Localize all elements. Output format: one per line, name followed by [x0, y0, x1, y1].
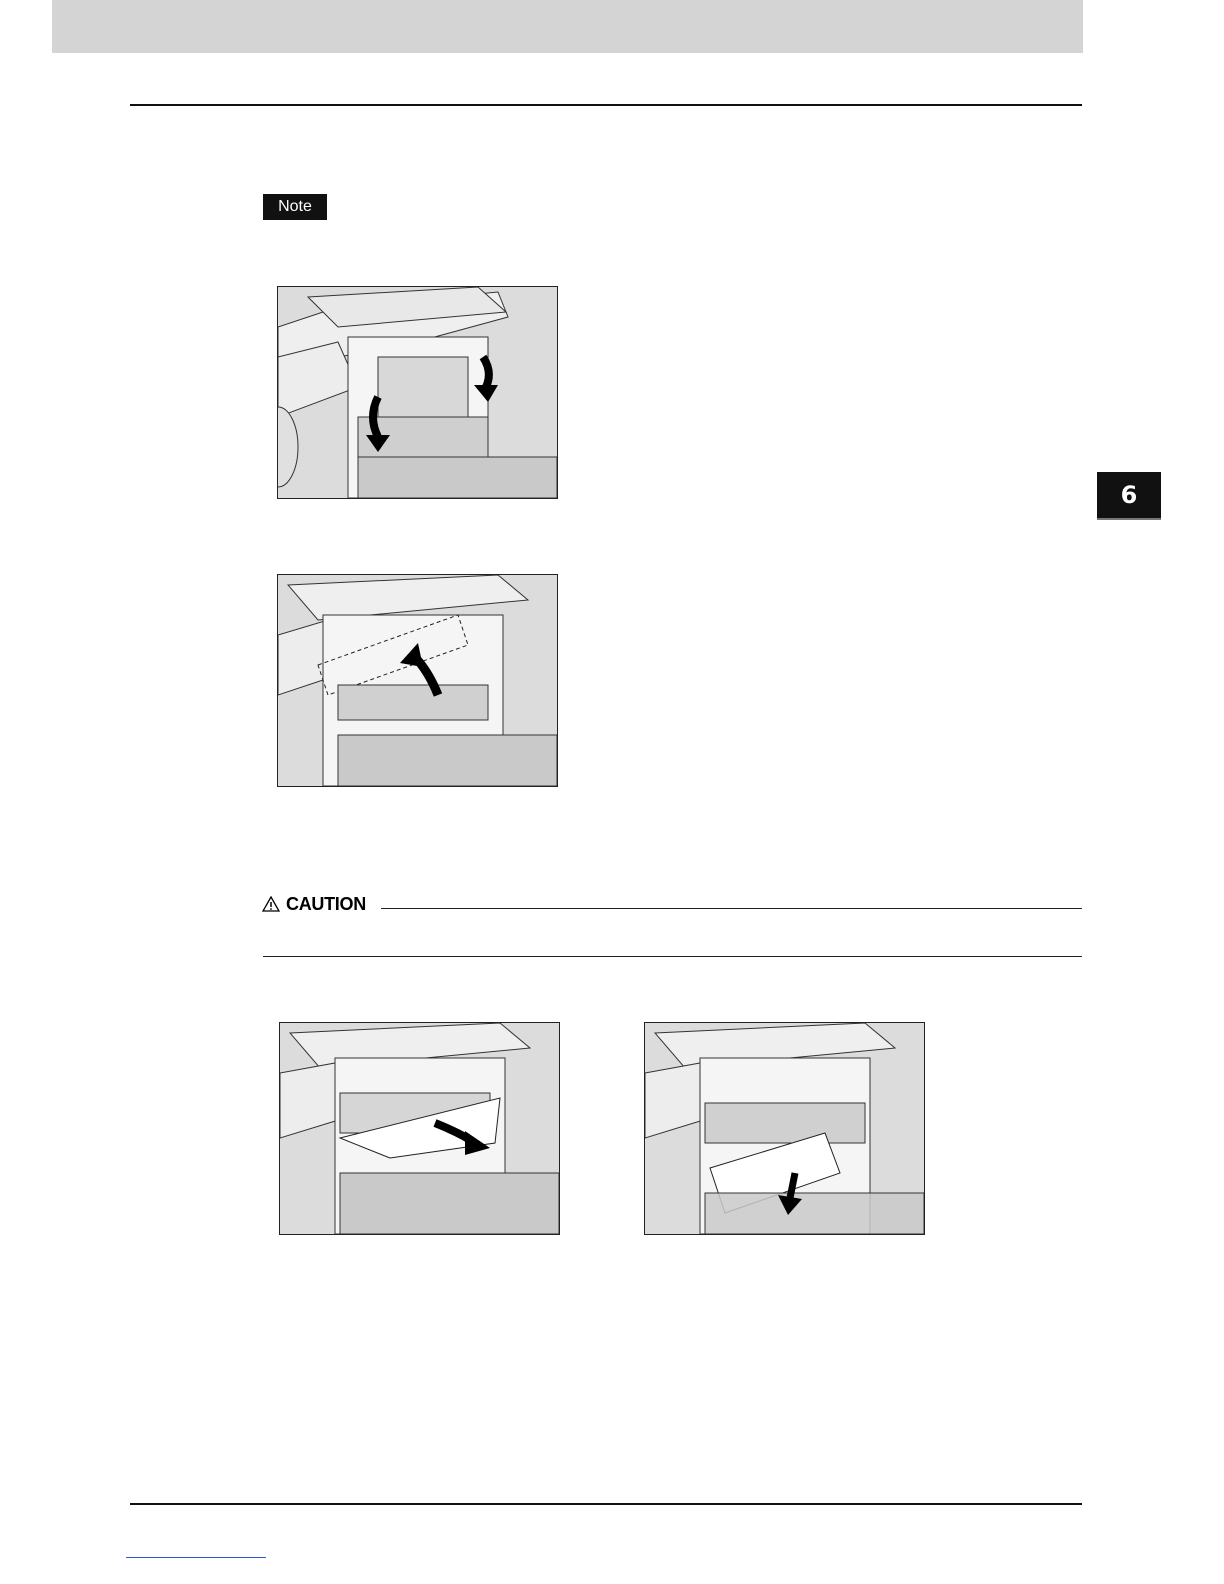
- printer-paper-pull-side-illustration: [279, 1022, 560, 1235]
- printer-paper-pull-down-illustration: [644, 1022, 925, 1235]
- footer-rule: [130, 1503, 1082, 1505]
- header-rule: [130, 104, 1082, 106]
- chapter-tab[interactable]: 6: [1097, 472, 1161, 520]
- caution-bottom-rule: [263, 956, 1082, 957]
- caution-label: [262, 893, 366, 915]
- printer-fuser-levers-illustration: [277, 286, 558, 499]
- note-badge: Note: [263, 194, 327, 220]
- footer-link-underline[interactable]: [126, 1557, 266, 1558]
- printer-fuser-cover-illustration: [277, 574, 558, 787]
- warning-triangle-icon: [262, 896, 280, 912]
- caution-text: CAUTION: [286, 894, 366, 914]
- header-band: [52, 0, 1083, 53]
- caution-top-rule: [381, 908, 1082, 909]
